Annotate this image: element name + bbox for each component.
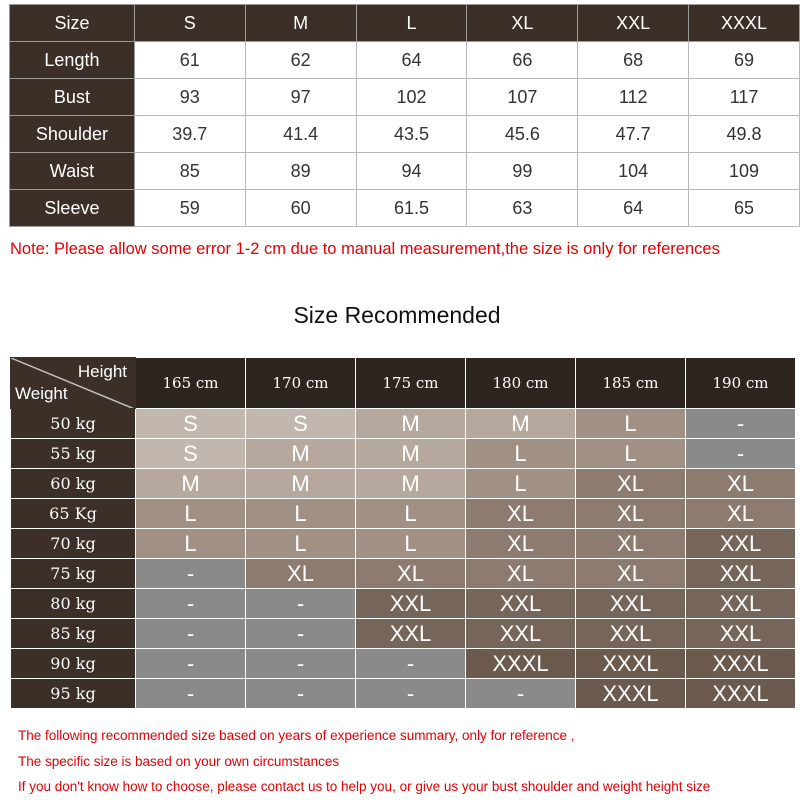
weight-label-cell: 65 Kg (11, 499, 136, 529)
size-chart-header-cell: S (134, 5, 245, 42)
recommended-size-cell: XXL (686, 589, 796, 619)
size-chart-cell: 85 (134, 153, 245, 190)
recommended-size-cell: M (136, 469, 246, 499)
recommended-size-cell: L (136, 499, 246, 529)
recommendation-row (11, 499, 796, 529)
size-chart-cell: 66 (467, 42, 578, 79)
size-recommendation-table (10, 357, 796, 709)
size-chart-row-label: Sleeve (10, 190, 135, 227)
recommended-size-cell: XXL (576, 619, 686, 649)
footer-line-3: If you don't know how to choose, please contact us to help you, or give us your bust shoulder and weight height size (18, 779, 711, 794)
recommendation-row (11, 589, 796, 619)
weight-label-cell: 80 kg (11, 589, 136, 619)
footer-line-1: The following recommended size based on years of experience summary, only for reference , (18, 728, 575, 743)
height-axis-label: Height (77, 362, 127, 381)
size-chart-header-cell: XL (467, 5, 578, 42)
recommended-size-cell: XXXL (576, 679, 686, 709)
recommended-size-cell: XL (356, 559, 466, 589)
recommended-size-cell: XXL (356, 589, 466, 619)
size-chart-header-cell: Size (10, 5, 135, 42)
recommended-size-cell: XXXL (686, 679, 796, 709)
size-chart-cell: 61.5 (356, 190, 467, 227)
size-chart-cell: 63 (467, 190, 578, 227)
size-chart-cell: 64 (356, 42, 467, 79)
size-chart-row (10, 116, 800, 153)
recommendation-header-row (11, 358, 796, 409)
size-chart-table (9, 4, 800, 227)
recommended-size-cell: XXL (686, 619, 796, 649)
size-chart-cell: 68 (578, 42, 689, 79)
size-chart-header-cell: L (356, 5, 467, 42)
recommendation-title: Size Recommended (293, 302, 501, 328)
recommended-size-cell: - (136, 559, 246, 589)
recommended-size-cell: XL (576, 559, 686, 589)
size-chart-row-label: Waist (10, 153, 135, 190)
size-chart-header-cell: M (245, 5, 356, 42)
recommended-size-cell: L (576, 409, 686, 439)
recommended-size-cell: XXL (466, 589, 576, 619)
size-chart-cell: 89 (245, 153, 356, 190)
recommended-size-cell: L (246, 499, 356, 529)
size-chart-cell: 62 (245, 42, 356, 79)
recommended-size-cell: XL (576, 499, 686, 529)
recommended-size-cell: XXL (686, 529, 796, 559)
recommended-size-cell: XXL (356, 619, 466, 649)
recommended-size-cell: L (246, 529, 356, 559)
recommended-size-cell: XL (466, 499, 576, 529)
recommended-size-cell: S (136, 439, 246, 469)
size-chart-cell: 99 (467, 153, 578, 190)
recommended-size-cell: - (136, 649, 246, 679)
recommendation-row (11, 619, 796, 649)
recommended-size-cell: - (136, 679, 246, 709)
recommended-size-cell: XXXL (686, 649, 796, 679)
weight-label-cell: 90 kg (11, 649, 136, 679)
recommended-size-cell: XXL (466, 619, 576, 649)
height-header-cell: 180 cm (466, 358, 576, 409)
corner-header-cell (11, 358, 136, 409)
recommended-size-cell: L (466, 469, 576, 499)
recommended-size-cell: XL (246, 559, 356, 589)
height-header-cell: 170 cm (246, 358, 356, 409)
recommended-size-cell: XXL (686, 559, 796, 589)
recommended-size-cell: XXXL (576, 649, 686, 679)
size-chart-cell: 112 (578, 79, 689, 116)
recommendation-row (11, 649, 796, 679)
recommended-size-cell: L (576, 439, 686, 469)
recommended-size-cell: XL (686, 499, 796, 529)
size-chart-row-label: Length (10, 42, 135, 79)
recommended-size-cell: S (136, 409, 246, 439)
weight-axis-label: Weight (15, 384, 68, 403)
size-chart-cell: 107 (467, 79, 578, 116)
recommended-size-cell: XXXL (466, 649, 576, 679)
recommended-size-cell: XXL (576, 589, 686, 619)
height-header-cell: 175 cm (356, 358, 466, 409)
size-chart-row (10, 190, 800, 227)
recommended-size-cell: - (356, 649, 466, 679)
recommended-size-cell: M (356, 409, 466, 439)
size-chart-header-cell: XXXL (689, 5, 800, 42)
height-header-cell: 190 cm (686, 358, 796, 409)
size-chart-cell: 94 (356, 153, 467, 190)
recommended-size-cell: M (466, 409, 576, 439)
recommended-size-cell: L (466, 439, 576, 469)
size-chart-header-row (10, 5, 800, 42)
size-chart-cell: 49.8 (689, 116, 800, 153)
recommended-size-cell: - (246, 649, 356, 679)
size-chart-row (10, 79, 800, 116)
recommended-size-cell: - (246, 589, 356, 619)
recommendation-row (11, 529, 796, 559)
recommendation-row (11, 409, 796, 439)
recommended-size-cell: - (136, 619, 246, 649)
recommendation-row (11, 469, 796, 499)
size-chart-cell: 65 (689, 190, 800, 227)
size-chart-row-label: Bust (10, 79, 135, 116)
recommended-size-cell: S (246, 409, 356, 439)
size-chart-row-label: Shoulder (10, 116, 135, 153)
recommended-size-cell: L (356, 529, 466, 559)
recommended-size-cell: M (356, 439, 466, 469)
size-chart-cell: 39.7 (134, 116, 245, 153)
recommended-size-cell: XL (686, 469, 796, 499)
recommended-size-cell: - (136, 589, 246, 619)
size-chart-cell: 41.4 (245, 116, 356, 153)
recommended-size-cell: XL (466, 559, 576, 589)
size-chart-cell: 43.5 (356, 116, 467, 153)
weight-label-cell: 75 kg (11, 559, 136, 589)
recommended-size-cell: XL (576, 469, 686, 499)
recommended-size-cell: - (246, 619, 356, 649)
weight-label-cell: 95 kg (11, 679, 136, 709)
size-chart-cell: 59 (134, 190, 245, 227)
size-chart-cell: 64 (578, 190, 689, 227)
size-chart-cell: 117 (689, 79, 800, 116)
size-chart-row (10, 42, 800, 79)
weight-label-cell: 70 kg (11, 529, 136, 559)
recommended-size-cell: L (136, 529, 246, 559)
recommended-size-cell: - (686, 409, 796, 439)
weight-label-cell: 60 kg (11, 469, 136, 499)
footer-line-2: The specific size is based on your own circumstances (18, 754, 340, 769)
recommended-size-cell: - (466, 679, 576, 709)
recommendation-row (11, 439, 796, 469)
size-chart-cell: 104 (578, 153, 689, 190)
weight-label-cell: 50 kg (11, 409, 136, 439)
recommended-size-cell: - (686, 439, 796, 469)
recommended-size-cell: - (356, 679, 466, 709)
recommended-size-cell: M (246, 439, 356, 469)
size-chart-cell: 109 (689, 153, 800, 190)
size-chart-cell: 93 (134, 79, 245, 116)
recommended-size-cell: XL (576, 529, 686, 559)
size-chart-cell: 97 (245, 79, 356, 116)
recommendation-row (11, 559, 796, 589)
recommended-size-cell: M (246, 469, 356, 499)
recommended-size-cell: XL (466, 529, 576, 559)
size-chart-cell: 69 (689, 42, 800, 79)
size-chart-cell: 61 (134, 42, 245, 79)
size-chart-cell: 45.6 (467, 116, 578, 153)
height-header-cell: 165 cm (136, 358, 246, 409)
measurement-note: Note: Please allow some error 1-2 cm due to manual measurement,the size is only for references (10, 240, 720, 258)
size-chart-cell: 47.7 (578, 116, 689, 153)
size-chart-cell: 60 (245, 190, 356, 227)
recommended-size-cell: M (356, 469, 466, 499)
recommended-size-cell: L (356, 499, 466, 529)
size-chart-header-cell: XXL (578, 5, 689, 42)
size-chart-cell: 102 (356, 79, 467, 116)
size-chart-row (10, 153, 800, 190)
recommendation-row (11, 679, 796, 709)
weight-label-cell: 85 kg (11, 619, 136, 649)
height-header-cell: 185 cm (576, 358, 686, 409)
recommended-size-cell: - (246, 679, 356, 709)
weight-label-cell: 55 kg (11, 439, 136, 469)
